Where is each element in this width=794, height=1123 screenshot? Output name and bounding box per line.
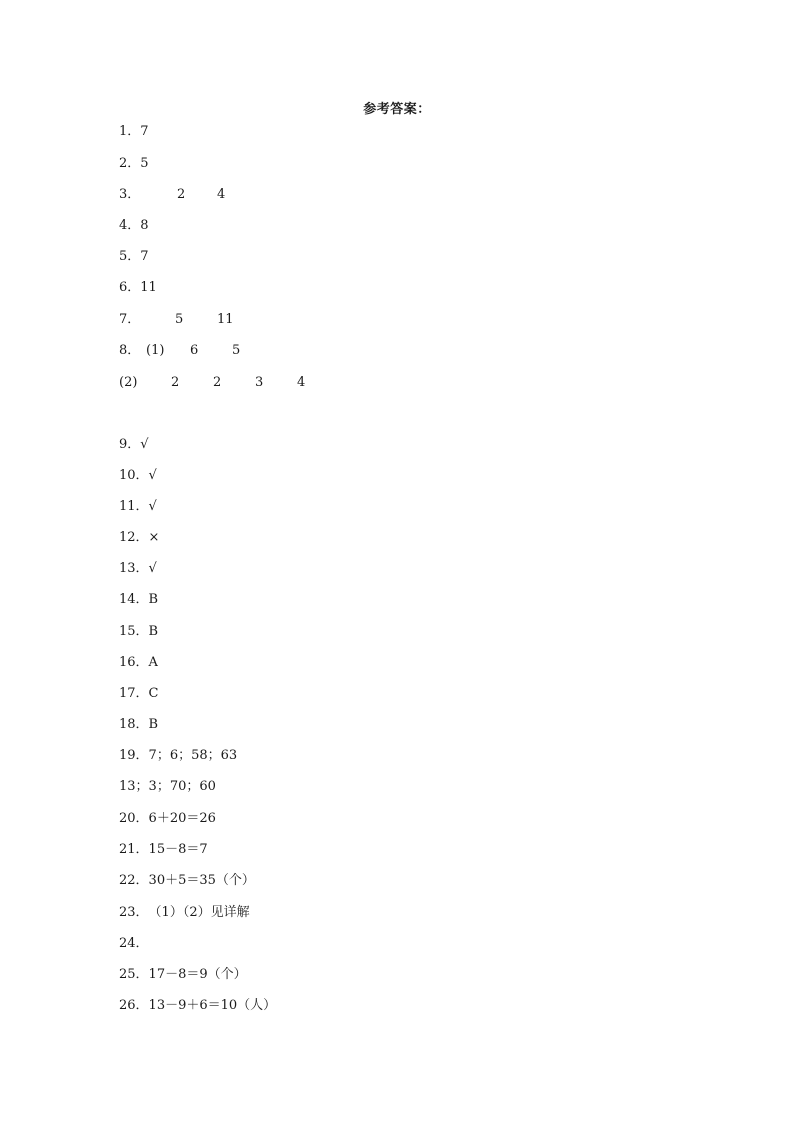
answer-number: 2． xyxy=(119,156,141,171)
answer-line xyxy=(119,872,255,890)
answer-line xyxy=(119,997,276,1015)
answer-value: 13－9＋6＝10（人） xyxy=(148,998,277,1013)
answer-number: 18． xyxy=(119,717,149,732)
answer-value: 6 xyxy=(190,343,199,358)
answer-value: √ xyxy=(148,499,157,514)
answer-value: 4 xyxy=(217,187,226,202)
answer-value: (2) xyxy=(119,375,138,390)
answer-value: 3 xyxy=(255,375,264,390)
answer-line xyxy=(119,747,237,765)
answer-value: 2 xyxy=(171,375,180,390)
answer-number: 8． xyxy=(119,343,141,358)
answer-number: 6． xyxy=(119,280,141,295)
answer-number: 1． xyxy=(119,124,141,139)
answer-value: 8 xyxy=(140,218,149,233)
answer-line xyxy=(119,311,234,329)
answer-number: 25． xyxy=(119,967,149,982)
answer-line xyxy=(119,467,157,485)
answer-number: 20． xyxy=(119,811,149,826)
answer-value: × xyxy=(148,530,160,545)
answer-line xyxy=(119,904,250,922)
answer-value: 11 xyxy=(140,280,157,295)
answer-number: 21． xyxy=(119,842,149,857)
answer-value: 11 xyxy=(217,312,234,327)
answer-line xyxy=(119,560,157,578)
answer-line xyxy=(119,685,159,703)
answer-line xyxy=(119,155,149,173)
answer-number: 22． xyxy=(119,873,149,888)
answer-number: 10． xyxy=(119,468,149,483)
answer-line xyxy=(119,966,247,984)
answer-value: 7 xyxy=(140,249,149,264)
answer-line xyxy=(119,935,149,953)
answer-value: 6＋20＝26 xyxy=(148,811,216,826)
answer-line xyxy=(119,529,159,547)
answer-value: （1）（2）见详解 xyxy=(148,905,250,920)
answer-line xyxy=(119,123,149,141)
answer-number: 16． xyxy=(119,655,149,670)
answer-number: 12． xyxy=(119,530,149,545)
answer-line xyxy=(119,279,157,297)
answer-line xyxy=(119,342,241,360)
answer-value: 7 xyxy=(140,124,149,139)
answer-value: √ xyxy=(148,561,157,576)
answer-number: 17． xyxy=(119,686,149,701)
answer-line xyxy=(119,810,216,828)
answer-line xyxy=(119,498,157,516)
answer-line xyxy=(119,654,158,672)
answer-number: 11． xyxy=(119,499,149,514)
answer-line xyxy=(119,778,216,796)
answer-line xyxy=(119,248,149,266)
answer-number: 13． xyxy=(119,561,149,576)
answer-line xyxy=(119,716,158,734)
answer-number: 23． xyxy=(119,905,149,920)
answer-value: 5 xyxy=(175,312,184,327)
answer-value: 4 xyxy=(297,375,306,390)
answer-number: 19． xyxy=(119,748,149,763)
page-title: 参考答案： xyxy=(363,102,431,117)
answer-value: B xyxy=(148,624,159,639)
answer-number: 26． xyxy=(119,998,149,1013)
answer-value: (1) xyxy=(146,343,165,358)
answer-value: 30＋5＝35（个） xyxy=(148,873,255,888)
answer-value: √ xyxy=(140,437,149,452)
answer-value: 13；3；70；60 xyxy=(119,779,216,794)
answer-number: 14． xyxy=(119,592,149,607)
answer-line xyxy=(119,217,149,235)
answer-number: 9． xyxy=(119,437,141,452)
answer-number: 24． xyxy=(119,936,149,951)
answer-value: C xyxy=(148,686,159,701)
answer-value: √ xyxy=(148,468,157,483)
answer-value: A xyxy=(148,655,158,670)
answer-number: 15． xyxy=(119,624,149,639)
answer-value: 2 xyxy=(213,375,222,390)
answer-number: 5． xyxy=(119,249,141,264)
answer-line xyxy=(119,186,226,204)
answer-line xyxy=(119,623,158,641)
answer-line xyxy=(119,841,208,859)
answer-value: B xyxy=(148,592,159,607)
answer-line xyxy=(119,436,149,454)
answer-number: 3． xyxy=(119,187,141,202)
answer-value: 5 xyxy=(140,156,149,171)
answer-value: 2 xyxy=(177,187,186,202)
answer-value: 17－8＝9（个） xyxy=(148,967,247,982)
answer-value: B xyxy=(148,717,159,732)
answer-number: 7． xyxy=(119,312,141,327)
answer-value: 7；6；58；63 xyxy=(148,748,238,763)
answer-number: 4． xyxy=(119,218,141,233)
answer-line xyxy=(119,591,158,609)
answer-value: 5 xyxy=(232,343,241,358)
answer-value: 15－8＝7 xyxy=(148,842,208,857)
